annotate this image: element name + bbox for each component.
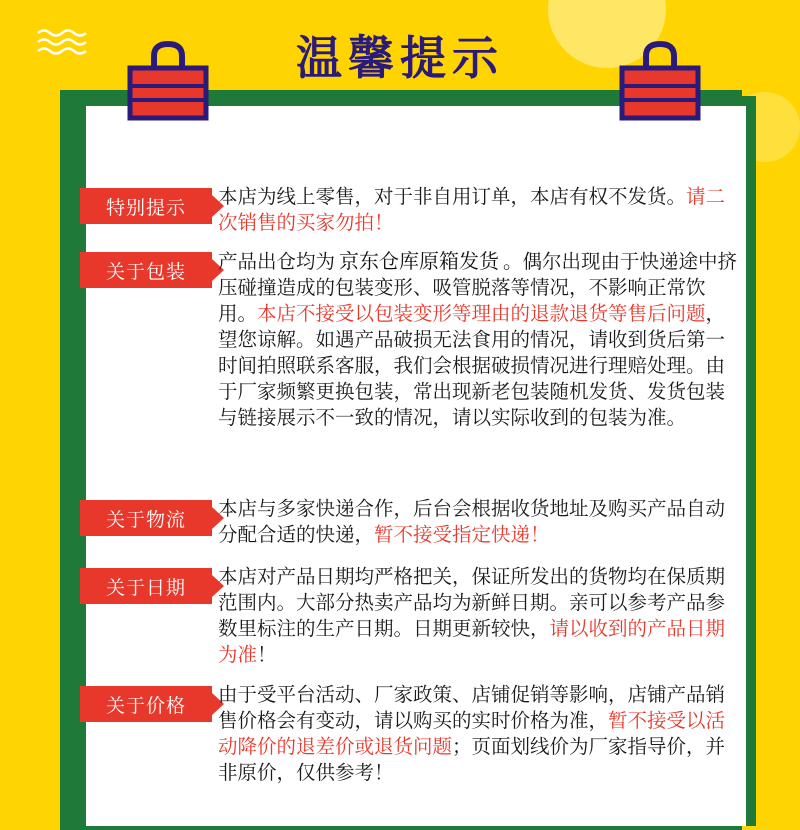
shopping-bag-icon bbox=[126, 40, 210, 124]
section-text: 本店对产品日期均严格把关，保证所发出的货物均在保质期范围内。大部分热卖产品均为新鲜日期。亲可以参考产品参数里标注的生产日期。日期更新较快，请以收到的产品日期为准！ bbox=[218, 565, 726, 666]
page-title: 温馨提示 bbox=[296, 31, 504, 85]
highlight-text: 本店不接受以包装变形等理由的退款退货等售后问题 bbox=[257, 302, 706, 325]
warehouse-text: 京东仓库原箱发货 bbox=[339, 249, 500, 273]
highlight-text: 请二次销售的买家勿拍！ bbox=[218, 185, 726, 234]
section-tag: 关于价格 bbox=[80, 686, 212, 722]
section-tag: 特别提示 bbox=[80, 188, 212, 224]
section-text: 本店与多家快递合作，后台会根据收货地址及购买产品自动分配合适的快递，暂不接受指定快递！ bbox=[218, 497, 726, 546]
section-tag: 关于物流 bbox=[80, 500, 212, 536]
section-text: 产品出仓均为 京东仓库原箱发货 。偶尔出现由于快递途中挤压碰撞造成的包装变形、吸管脱落等情况，不影响正常饮用。本店不接受以包装变形等理由的退款退货等售后问题，望您谅解。如遇产品破损无法食用的情况，请收到货后第一时间拍照联系客服，我们会根据破损情况进行理赔处理。由于厂家频繁更换包装，常出现新老包装随机发货、发货包装与链接展示不一致的情况，请以实际收到的包装为准。 bbox=[218, 249, 738, 429]
section-text: 本店为线上零售，对于非自用订单，本店有权不发货。请二次销售的买家勿拍！ bbox=[218, 185, 726, 234]
section-tag: 关于日期 bbox=[80, 568, 212, 604]
highlight-text: 暂不接受以活动降价的退差价或退货问题 bbox=[218, 709, 726, 758]
section-tag: 关于包装 bbox=[80, 252, 212, 288]
section-text: 由于受平台活动、厂家政策、店铺促销等影响，店铺产品销售价格会有变动，请以购买的实时价格为准，暂不接受以活动降价的退差价或退货问题；页面划线价为厂家指导价，并非原价，仅供参考！ bbox=[218, 683, 726, 784]
highlight-text: 请以收到的产品日期为准 bbox=[218, 617, 726, 666]
shopping-bag-icon bbox=[618, 40, 702, 124]
highlight-text: 暂不接受指定快递！ bbox=[374, 523, 550, 546]
